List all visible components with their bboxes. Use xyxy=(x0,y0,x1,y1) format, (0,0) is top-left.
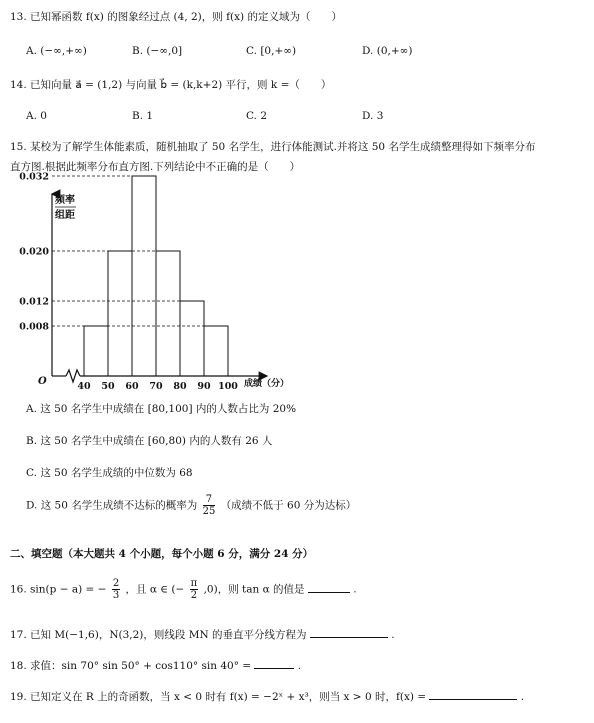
q15-option-b[interactable]: B. 这 50 名学生中成绩在 [60,80) 内的人数有 26 人 xyxy=(26,435,273,447)
q16-prefix: 16. sin(p − a) = − xyxy=(10,583,107,596)
x-tick-label: 90 xyxy=(197,381,211,392)
q18-end: . xyxy=(297,660,302,672)
x-tick-label: 70 xyxy=(149,381,163,392)
q13-stem: 13. 已知幂函数 f(x) 的图象经过点 (4, 2)，则 f(x) 的定义域为（ ） xyxy=(10,11,342,23)
q15-option-a[interactable]: A. 这 50 名学生中成绩在 [80,100] 内的人数占比为 20% xyxy=(26,403,297,415)
fraction-numerator: 2 xyxy=(112,578,120,589)
x-tick-label: 60 xyxy=(125,381,139,392)
x-tick-label: 100 xyxy=(218,381,238,392)
q18-answer-blank[interactable] xyxy=(254,657,294,669)
q13-option-d[interactable]: D. (0,+∞) xyxy=(362,45,413,57)
y-tick-label: 0.012 xyxy=(19,296,49,308)
q14-option-d[interactable]: D. 3 xyxy=(362,110,384,122)
fraction-numerator: π xyxy=(190,578,198,589)
q15-option-c[interactable]: C. 这 50 名学生成绩的中位数为 68 xyxy=(26,467,193,479)
frequency-histogram xyxy=(12,171,302,393)
q13-option-a[interactable]: A. (−∞,+∞) xyxy=(26,45,87,57)
fraction-denominator: 3 xyxy=(112,590,120,601)
q16-end: . xyxy=(353,583,357,596)
q16-fraction xyxy=(112,578,120,601)
q15-option-d-suffix: （成绩不低于 60 分为达标） xyxy=(220,499,357,512)
q14-option-a[interactable]: A. 0 xyxy=(26,110,47,122)
x-tick-label: 80 xyxy=(173,381,187,392)
fraction-numerator: 7 xyxy=(203,494,216,506)
q15-stem-line2: 直方图.根据此频率分布直方图.下列结论中不正确的是（ ） xyxy=(10,161,301,173)
q13-option-b[interactable]: B. (−∞,0] xyxy=(132,45,183,57)
q14-option-c[interactable]: C. 2 xyxy=(246,110,268,122)
y-tick-label: 0.008 xyxy=(19,321,49,333)
fraction-denominator: 25 xyxy=(202,506,216,517)
q16 xyxy=(10,578,357,601)
q18-text: 18. 求值：sin 70° sin 50° + cos110° sin 40° = xyxy=(10,660,252,672)
section-2-title: 二、填空题（本大题共 4 个小题，每个小题 6 分，满分 24 分） xyxy=(10,548,314,560)
histogram-bar xyxy=(180,301,204,376)
q19 xyxy=(10,688,524,704)
q16-answer-blank[interactable] xyxy=(308,581,350,593)
q16-middle: ，且 α ∈ (− xyxy=(125,583,185,596)
y-tick-label: 0.020 xyxy=(19,246,49,258)
histogram-bar xyxy=(84,326,108,376)
q15-option-d[interactable] xyxy=(26,494,356,517)
q16-suffix: ,0)，则 tan α 的值是 xyxy=(203,583,305,596)
q15-option-d-prefix: D. 这 50 名学生成绩不达标的概率为 xyxy=(26,499,198,512)
y-label-top: 频率 xyxy=(55,195,75,206)
q17-text: 17. 已知 M(−1,6)，N(3,2)，则线段 MN 的垂直平分线方程为 xyxy=(10,629,307,641)
q14-stem: 14. 已知向量 a⃗ = (1,2) 与向量 b⃗ = (k,k+2) 平行，则 k =（ ） xyxy=(10,79,332,91)
q17 xyxy=(10,626,395,642)
histogram-bar xyxy=(132,176,156,376)
q13-option-c[interactable]: C. [0,+∞) xyxy=(246,45,297,57)
y-tick-label: 0.032 xyxy=(19,171,49,183)
q15-stem-line1: 15. 某校为了解学生体能素质，随机抽取了 50 名学生，进行体能测试.并将这 50 名学生成绩整理得如下频率分布 xyxy=(10,141,536,153)
q19-answer-blank[interactable] xyxy=(429,688,517,700)
q14-option-b[interactable]: B. 1 xyxy=(132,110,154,122)
histogram-bar xyxy=(156,251,180,376)
q19-text: 19. 已知定义在 R 上的奇函数，当 x < 0 时有 f(x) = −2ˣ + x³，则当 x > 0 时，f(x) = xyxy=(10,691,427,703)
x-axis-label: 成绩（分） xyxy=(244,379,290,389)
q16-pi-fraction xyxy=(190,578,199,601)
q18 xyxy=(10,657,301,673)
origin-label: O xyxy=(38,376,47,387)
fraction-denominator: 2 xyxy=(190,590,198,601)
q19-end: . xyxy=(520,691,525,703)
x-tick-label: 40 xyxy=(77,381,91,392)
q17-end: . xyxy=(391,629,395,641)
y-label-bottom: 组距 xyxy=(55,210,75,221)
x-tick-label: 50 xyxy=(101,381,115,392)
histogram-bar xyxy=(108,251,132,376)
q17-answer-blank[interactable] xyxy=(310,626,388,638)
q15-option-d-fraction xyxy=(203,494,216,517)
histogram-bar xyxy=(204,326,228,376)
